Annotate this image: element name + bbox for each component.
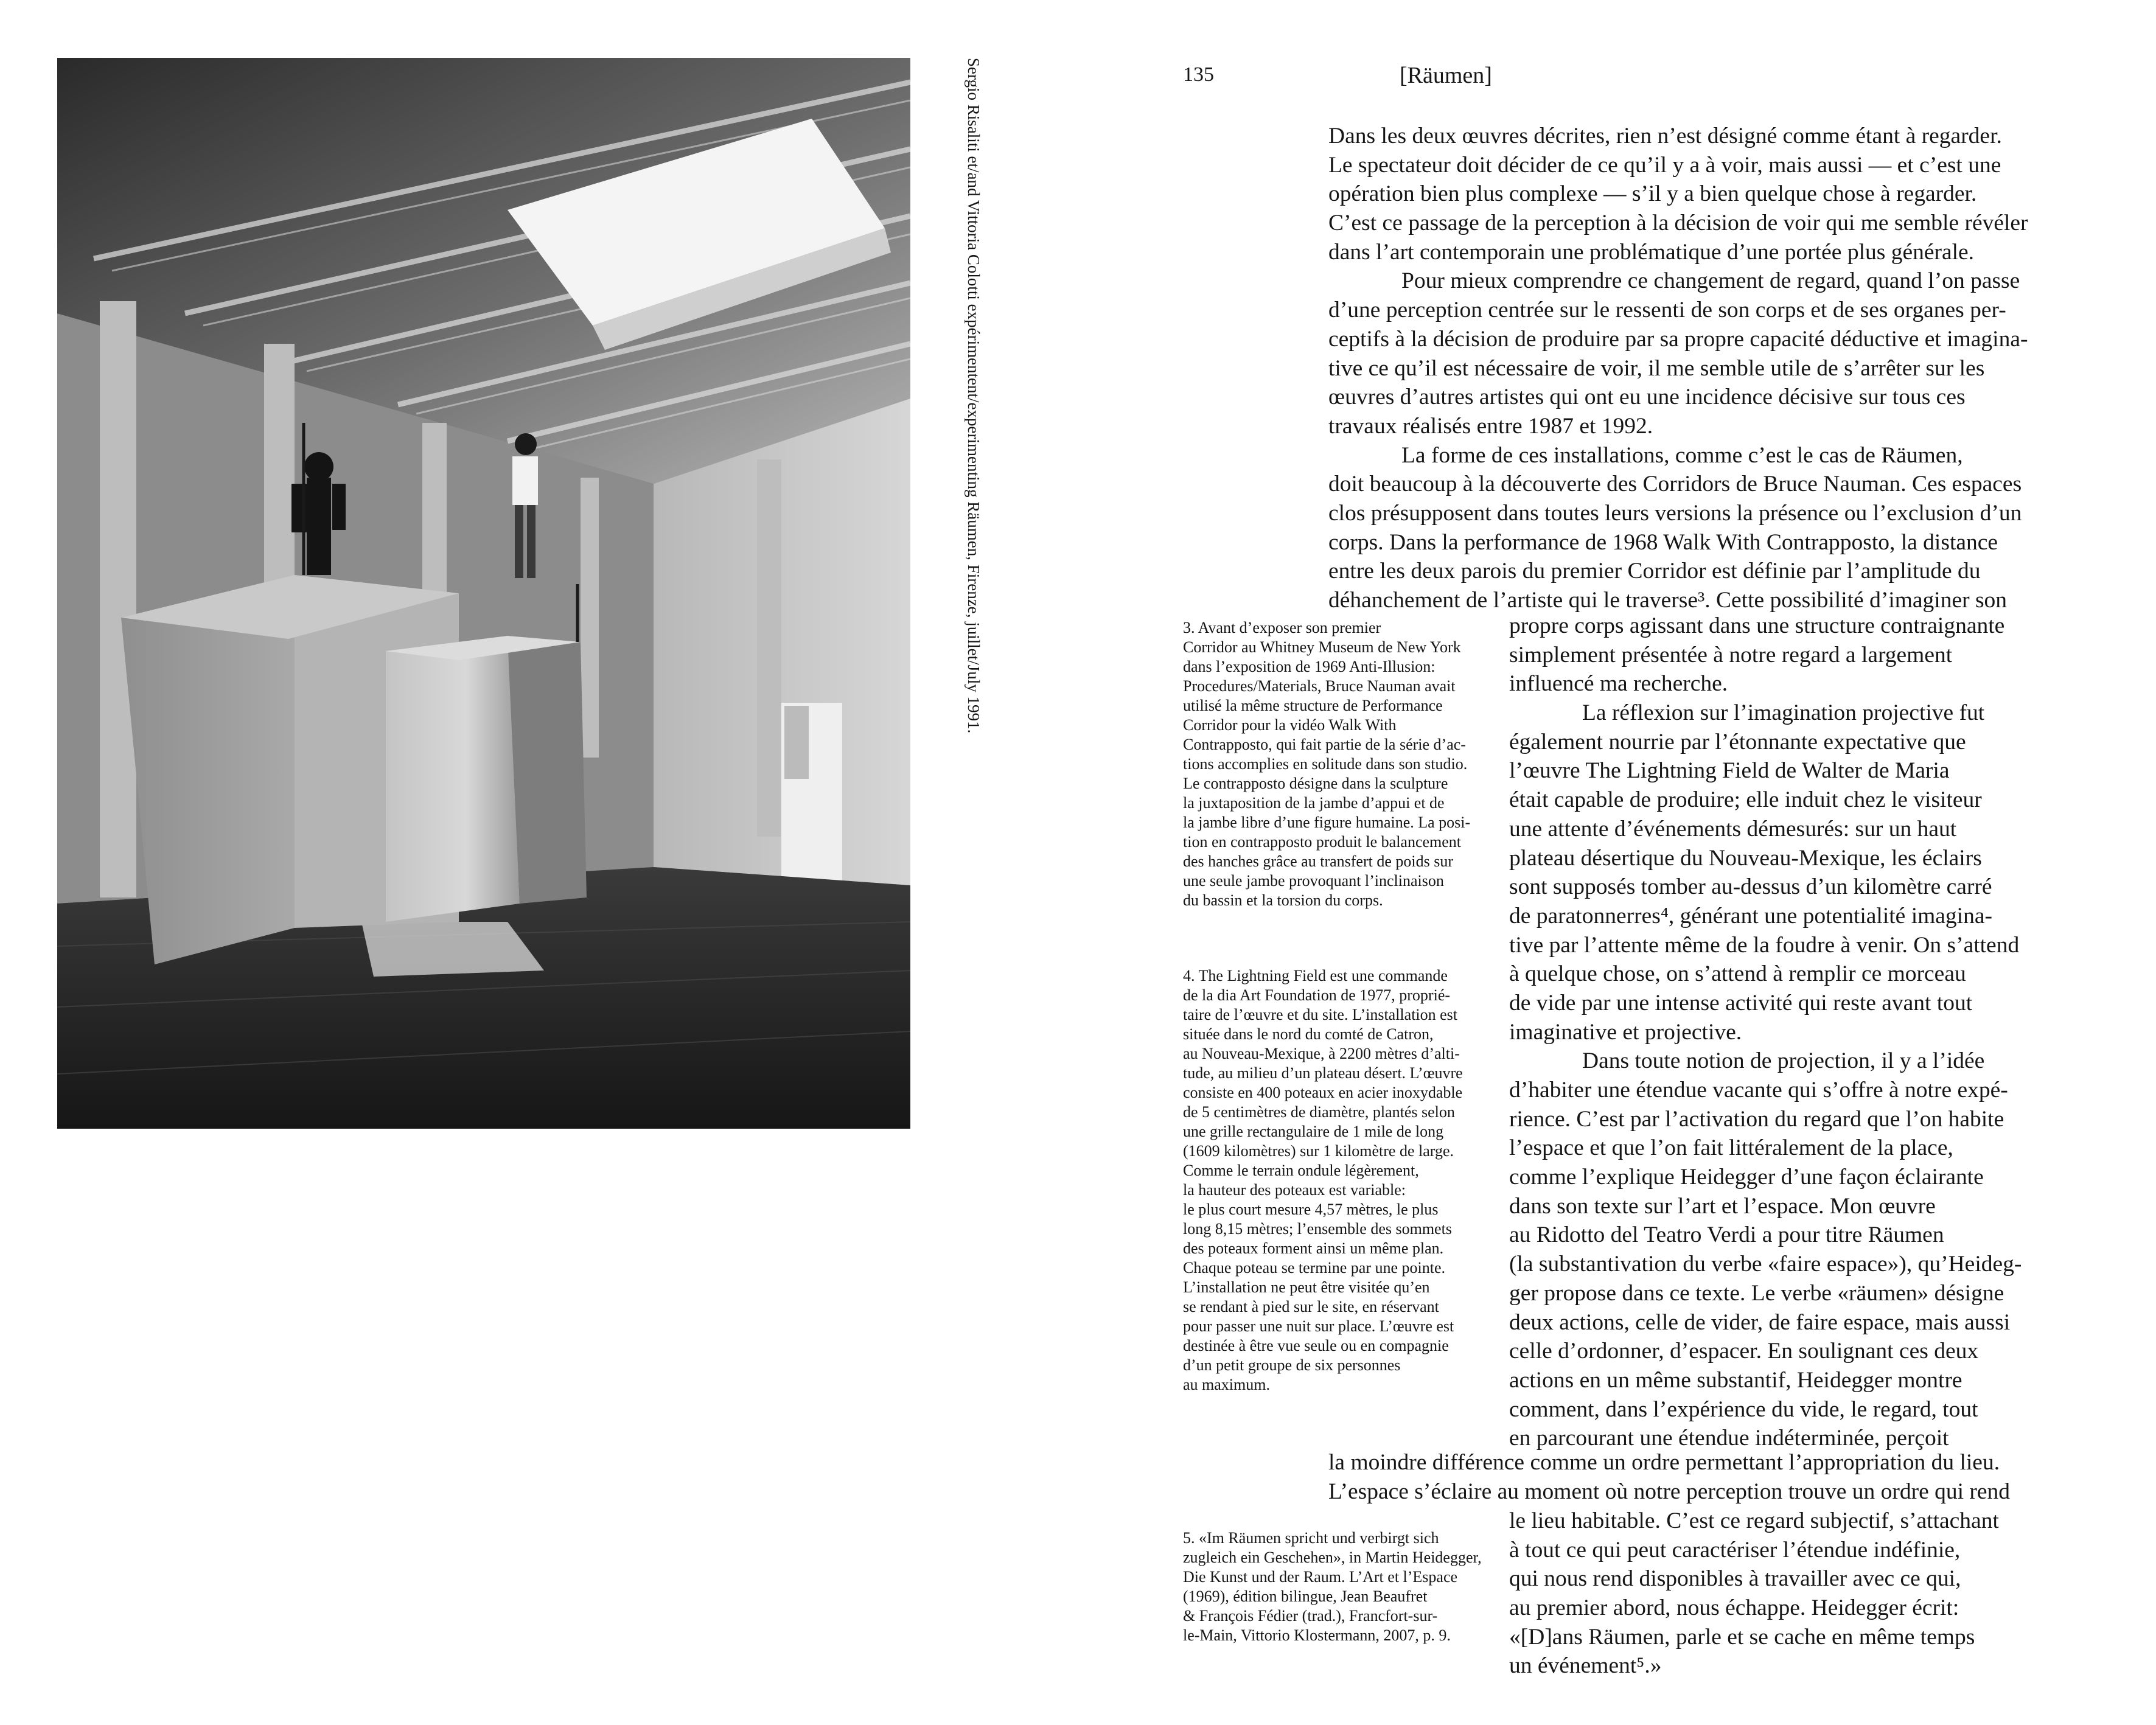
footnote-line: Chaque poteau se termine par une pointe. — [1183, 1259, 1446, 1277]
footnote-line: dans l’exposition de 1969 Anti-Illusion: — [1183, 658, 1436, 675]
footnote-line: une seule jambe provoquant l’inclinaison — [1183, 872, 1444, 890]
body-line: simplement présentée à notre regard a largement — [1509, 642, 1953, 667]
body-line: clos présupposent dans toutes leurs versions la présence ou l’exclusion d’un — [1328, 500, 2022, 526]
footnote-line: le plus court mesure 4,57 mètres, le plus — [1183, 1201, 1439, 1218]
body-line: «[D]ans Räumen, parle et se cache en même temps — [1509, 1624, 1975, 1650]
footnote-line: destinée à être vue seule ou en compagnie — [1183, 1337, 1449, 1354]
footnote-line: long 8,15 mètres; l’ensemble des sommets — [1183, 1220, 1452, 1238]
footnote-line: & François Fédier (trad.), Francfort-sur- — [1183, 1607, 1438, 1625]
footnote-line: L’installation ne peut être visitée qu’en — [1183, 1278, 1430, 1296]
body-line: actions en un même substantif, Heidegger montre — [1509, 1367, 1962, 1393]
footnote-line: tion en contrapposto produit le balancement — [1183, 833, 1462, 851]
exhibition-photo — [57, 58, 910, 1129]
body-line: était capable de produire; elle induit chez le visiteur — [1509, 787, 1982, 813]
footnote-line: Contrapposto, qui fait partie de la série d’ac- — [1183, 736, 1466, 753]
footnote-line: consiste en 400 poteaux en acier inoxydable — [1183, 1084, 1463, 1101]
body-line: rience. C’est par l’activation du regard que l’on habite — [1509, 1106, 2004, 1132]
footnote-line: au maximum. — [1183, 1376, 1270, 1393]
footnote-line: une grille rectangulaire de 1 mile de long — [1183, 1123, 1444, 1140]
body-line: de paratonnerres⁴, générant une potentialité imagina- — [1509, 903, 1992, 929]
footnote-line: d’un petit groupe de six personnes — [1183, 1356, 1401, 1374]
footnote-line: de la dia Art Foundation de 1977, proprié- — [1183, 986, 1451, 1004]
body-line: tive par l’attente même de la foudre à venir. On s’attend — [1509, 932, 2020, 958]
footnote-line: 5. «Im Räumen spricht und verbirgt sich — [1183, 1529, 1439, 1547]
body-column-bottom — [1509, 1507, 2112, 1681]
body-column-wide — [1328, 1448, 2119, 1506]
footnote-5 — [1183, 1528, 1536, 1645]
footnote-line: tions accomplies en solitude dans son studio. — [1183, 755, 1468, 773]
body-line: d’habiter une étendue vacante qui s’offre à notre expé- — [1509, 1078, 2008, 1103]
footnote-line: la hauteur des poteaux est variable: — [1183, 1181, 1406, 1199]
body-line: Dans toute notion de projection, il y a l’idée — [1582, 1048, 1985, 1074]
footnote-line: de 5 centimètres de diamètre, plantés selon — [1183, 1103, 1455, 1121]
footnote-line: Procedures/Materials, Bruce Nauman avait — [1183, 677, 1456, 695]
body-line: Dans les deux œuvres décrites, rien n’est désigné comme étant à regarder. — [1328, 124, 2002, 148]
footnote-line: utilisé la même structure de Performance — [1183, 697, 1443, 714]
footnote-line: située dans le nord du comté de Catron, — [1183, 1025, 1434, 1043]
body-line: plateau désertique du Nouveau-Mexique, les éclairs — [1509, 845, 1982, 871]
body-line: qui nous rend disponibles à travailler avec ce qui, — [1509, 1566, 1961, 1592]
footnote-line: taire de l’œuvre et du site. L’installation est — [1183, 1006, 1458, 1023]
body-line: tive ce qu’il est nécessaire de voir, il me semble utile de s’arrêter sur les — [1328, 355, 1985, 381]
body-line: Pour mieux comprendre ce changement de regard, quand l’on passe — [1401, 268, 2020, 294]
photo-caption-text: Sergio Risaliti et/and Vittoria Colotti expérimentent/experimenting Räumen, Firenze, juillet/July 1991. — [965, 58, 983, 734]
footnote-line: la juxtaposition de la jambe d’appui et de — [1183, 794, 1445, 812]
body-line: doit beaucoup à la découverte des Corridors de Bruce Nauman. Ces espaces — [1328, 472, 2022, 497]
footnote-line: 3. Avant d’exposer son premier — [1183, 619, 1381, 636]
body-line: comme l’explique Heidegger d’une façon éclairante — [1509, 1165, 1984, 1190]
page-number: 135 — [1183, 63, 1214, 86]
body-line: déhanchement de l’artiste qui le traverse³. Cette possibilité d’imaginer son — [1328, 588, 2008, 613]
footnote-line: des hanches grâce au transfert de poids sur — [1183, 852, 1453, 870]
footnote-line: au Nouveau-Mexique, à 2200 mètres d’alti- — [1183, 1045, 1460, 1062]
body-line: à quelque chose, on s’attend à remplir ce morceau — [1509, 961, 1966, 987]
footnote-line: du bassin et la torsion du corps. — [1183, 891, 1383, 909]
footnote-line: zugleich ein Geschehen», in Martin Heidegger, — [1183, 1549, 1482, 1566]
footnote-line: tude, au milieu d’un plateau désert. L’œuvre — [1183, 1064, 1463, 1082]
body-line: celle d’ordonner, d’espacer. En soulignant ces deux — [1509, 1339, 1979, 1364]
body-line: à tout ce qui peut caractériser l’étendue indéfinie, — [1509, 1537, 1961, 1563]
body-line: comment, dans l’expérience du vide, le regard, tout — [1509, 1396, 1978, 1422]
footnote-line: se rendant à pied sur le site, en réservant — [1183, 1298, 1439, 1316]
body-line: travaux réalisés entre 1987 et 1992. — [1328, 413, 1653, 439]
running-title: [Räumen] — [1400, 63, 1492, 88]
footnote-line: Corridor au Whitney Museum de New York — [1183, 638, 1461, 656]
body-line: d’une perception centrée sur le ressenti de son corps et de ses organes per- — [1328, 298, 2006, 323]
body-line: deux actions, celle de vider, de faire espace, mais aussi — [1509, 1309, 2011, 1335]
footnote-line: la jambe libre d’une figure humaine. La posi- — [1183, 814, 1471, 831]
body-line: entre les deux parois du premier Corridor est définie par l’amplitude du — [1328, 559, 1981, 584]
body-line: influencé ma recherche. — [1509, 671, 1728, 697]
footnote-line: pour passer une nuit sur place. L’œuvre est — [1183, 1317, 1454, 1335]
body-line: (la substantivation du verbe «faire espace»), qu’Heideg- — [1509, 1252, 2022, 1277]
body-line: corps. Dans la performance de 1968 Walk With Contrapposto, la distance — [1328, 529, 1998, 555]
body-line: la moindre différence comme un ordre permettant l’appropriation du lieu. — [1328, 1450, 2000, 1475]
body-line: le lieu habitable. C’est ce regard subjectif, s’attachant — [1509, 1508, 1999, 1533]
body-line: œuvres d’autres artistes qui ont eu une incidence décisive sur tous ces — [1328, 385, 1966, 410]
body-line: imaginative et projective. — [1509, 1019, 1742, 1045]
footnote-line: Comme le terrain ondule légèrement, — [1183, 1162, 1419, 1179]
body-line: un événement⁵.» — [1509, 1653, 1662, 1679]
body-line: Le spectateur doit décider de ce qu’il y a à voir, mais aussi — et c’est une — [1328, 152, 2001, 178]
footnote-line: le-Main, Vittorio Klostermann, 2007, p. 9. — [1183, 1626, 1451, 1644]
photo-caption — [960, 58, 985, 849]
body-line: l’œuvre The Lightning Field de Walter de Maria — [1509, 758, 1950, 784]
footnote-3 — [1183, 618, 1536, 910]
footnote-4 — [1183, 966, 1536, 1395]
body-line: au Ridotto del Teatro Verdi a pour titre Räumen — [1509, 1222, 1944, 1248]
body-line: au premier abord, nous échappe. Heidegger écrit: — [1509, 1595, 1959, 1621]
body-line: La forme de ces installations, comme c’est le cas de Räumen, — [1401, 442, 1963, 468]
body-line: une attente d’événements démesurés: sur un haut — [1509, 816, 1957, 842]
body-line: propre corps agissant dans une structure contraignante — [1509, 613, 2005, 638]
body-line: en parcourant une étendue indéterminée, perçoit — [1509, 1426, 1949, 1451]
body-line: de vide par une intense activité qui reste avant tout — [1509, 990, 1973, 1016]
body-line: l’espace et que l’on fait littéralement de la place, — [1509, 1135, 1953, 1161]
footnote-line: (1609 kilomètres) sur 1 kilomètre de large. — [1183, 1142, 1454, 1160]
body-line: dans l’art contemporain une problématique d’une portée plus générale. — [1328, 239, 1975, 265]
body-line: également nourrie par l’étonnante expectative que — [1509, 729, 1966, 754]
footnote-line: Die Kunst und der Raum. L’Art et l’Espace — [1183, 1568, 1458, 1586]
footnote-line: (1969), édition bilingue, Jean Beaufret — [1183, 1587, 1428, 1605]
body-line: dans son texte sur l’art et l’espace. Mon œuvre — [1509, 1193, 1936, 1219]
body-line: La réflexion sur l’imagination projective fut — [1582, 700, 1985, 726]
body-line: C’est ce passage de la perception à la décision de voir qui me semble révéler — [1328, 211, 2028, 236]
body-line: ceptifs à la décision de produire par sa propre capacité déductive et imagina- — [1328, 326, 2028, 352]
body-line: ger propose dans ce texte. Le verbe «räumen» désigne — [1509, 1280, 2004, 1306]
body-line: L’espace s’éclaire au moment où notre perception trouve un ordre qui rend — [1328, 1479, 2011, 1504]
footnote-line: des poteaux forment ainsi un même plan. — [1183, 1239, 1444, 1257]
footnote-line: 4. The Lightning Field est une commande — [1183, 967, 1448, 984]
footnote-line: Corridor pour la vidéo Walk With — [1183, 716, 1397, 734]
body-line: opération bien plus complexe — s’il y a bien quelque chose à regarder. — [1328, 181, 1977, 207]
body-column-middle — [1509, 612, 2112, 1453]
body-column-top — [1328, 122, 2107, 615]
footnote-line: Le contrapposto désigne dans la sculpture — [1183, 775, 1448, 792]
body-line: sont supposés tomber au-dessus d’un kilomètre carré — [1509, 874, 1992, 900]
